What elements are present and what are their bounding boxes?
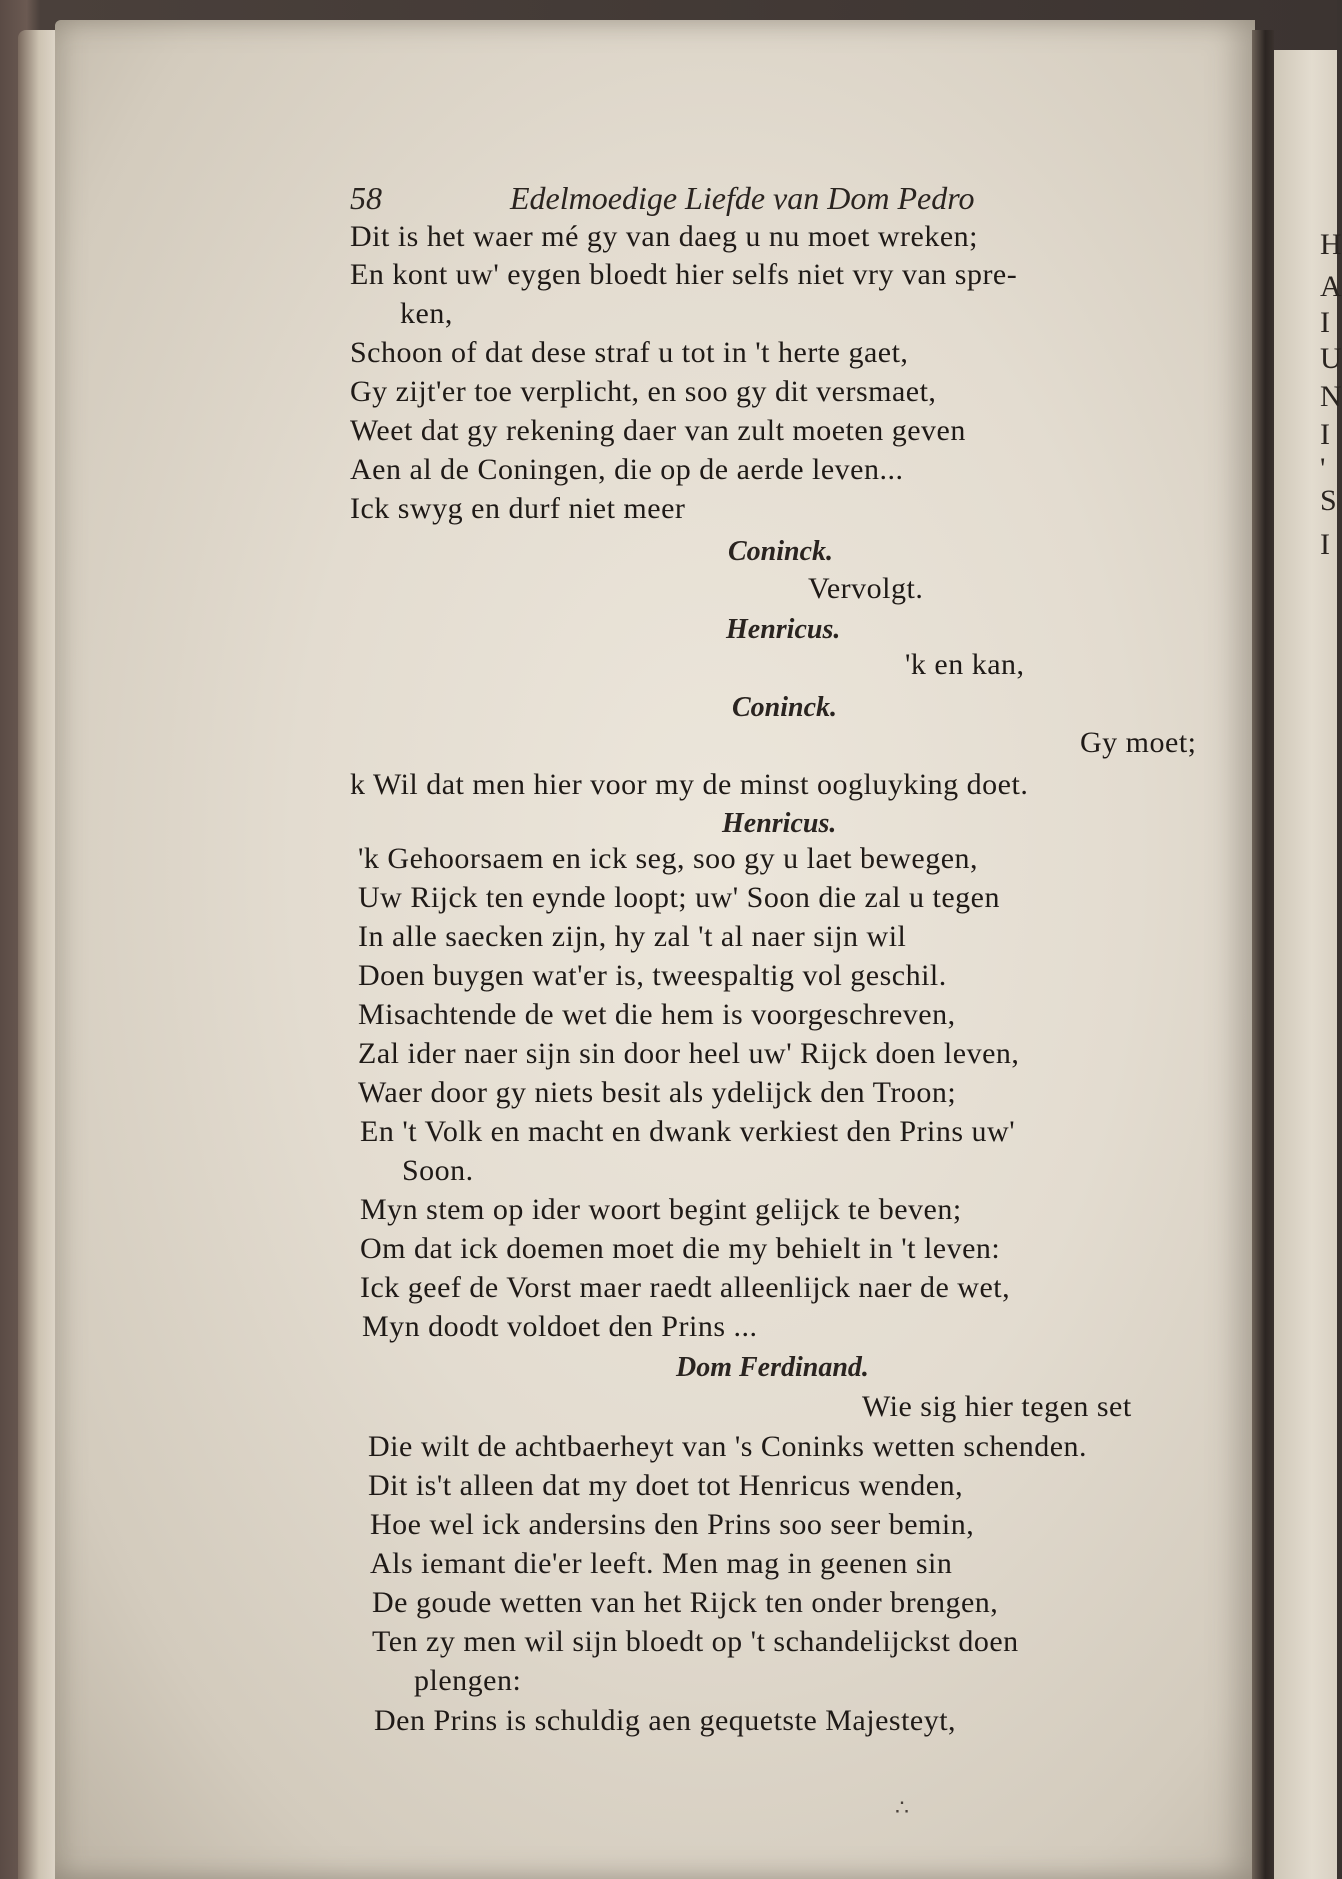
verse-line: Ick swyg en durf niet meer — [350, 492, 686, 525]
facing-page-glyph: N — [1320, 380, 1342, 413]
verse-line: Gy zijt'er toe verplicht, en soo gy dit versmaet, — [350, 375, 937, 408]
verse-line: Soon. — [402, 1154, 474, 1187]
verse-line: Vervolgt. — [808, 572, 924, 605]
facing-page-glyph: A — [1320, 270, 1342, 303]
verse-line: Misachtende de wet die hem is voorgeschreven, — [358, 998, 956, 1031]
signature-ornament: ∴ — [895, 1795, 909, 1820]
speaker-name: Henricus. — [722, 808, 837, 839]
verse-line: Uw Rijck ten eynde loopt; uw' Soon die zal u tegen — [358, 881, 1000, 914]
verse-line: Als iemant die'er leeft. Men mag in geenen sin — [370, 1547, 953, 1580]
facing-page-glyph: I — [1320, 528, 1330, 561]
verse-line: Dit is het waer mé gy van daeg u nu moet wreken; — [350, 220, 978, 253]
verse-line: Weet dat gy rekening daer van zult moeten geven — [350, 414, 966, 447]
facing-page-edge — [1274, 50, 1342, 1879]
verse-line: Dit is't alleen dat my doet tot Henricus wenden, — [368, 1469, 964, 1502]
facing-page-glyph: ' — [1320, 452, 1326, 485]
verse-line: 'k Gehoorsaem en ick seg, soo gy u laet bewegen, — [358, 842, 979, 875]
verse-line: Wie sig hier tegen set — [862, 1390, 1132, 1423]
facing-page-glyph: H — [1320, 228, 1342, 261]
speaker-name: Dom Ferdinand. — [676, 1352, 869, 1383]
facing-page-glyph: U — [1320, 342, 1342, 375]
verse-line: 'k en kan, — [905, 648, 1025, 681]
facing-page-glyph: S — [1320, 484, 1337, 517]
verse-line: Hoe wel ick andersins den Prins soo seer bemin, — [370, 1508, 975, 1541]
verse-line: Aen al de Coningen, die op de aerde leven... — [350, 453, 904, 486]
verse-line: Myn stem op ider woort begint gelijck te beven; — [360, 1193, 962, 1226]
verse-line: Gy moet; — [1080, 726, 1197, 759]
verse-line: Die wilt de achtbaerheyt van 's Coninks wetten schenden. — [368, 1430, 1088, 1463]
verse-line: Ick geef de Vorst maer raedt alleenlijck naer de wet, — [360, 1271, 1011, 1304]
verse-line: De goude wetten van het Rijck ten onder brengen, — [372, 1586, 999, 1619]
verse-line: Zal ider naer sijn sin door heel uw' Rijck doen leven, — [358, 1037, 1020, 1070]
speaker-name: Coninck. — [732, 692, 838, 723]
verse-line: Doen buygen wat'er is, tweespaltig vol geschil. — [358, 959, 947, 992]
verse-line: plengen: — [414, 1664, 522, 1697]
verse-line: Om dat ick doemen moet die my behielt in 't leven: — [360, 1232, 1001, 1265]
page-number: 58 — [350, 180, 382, 216]
verse-line: In alle saecken zijn, hy zal 't al naer sijn wil — [358, 920, 907, 953]
verse-line: ken, — [400, 297, 453, 330]
verse-line: En 't Volk en macht en dwank verkiest den Prins uw' — [360, 1115, 1016, 1148]
facing-page-glyph: I — [1320, 306, 1330, 339]
book-gutter — [1252, 30, 1274, 1879]
verse-line: Ten zy men wil sijn bloedt op 't schandelijckst doen — [372, 1625, 1019, 1658]
verse-line: Myn doodt voldoet den Prins ... — [362, 1310, 758, 1343]
verse-line: Den Prins is schuldig aen gequetste Majesteyt, — [374, 1704, 957, 1737]
facing-page-glyph: I — [1320, 418, 1330, 451]
verse-line: k Wil dat men hier voor my de minst oogluyking doet. — [350, 768, 1029, 801]
running-title: Edelmoedige Liefde van Dom Pedro — [510, 180, 975, 216]
verse-line: Schoon of dat dese straf u tot in 't herte gaet, — [350, 336, 909, 369]
verse-line: En kont uw' eygen bloedt hier selfs niet vry van spre- — [350, 258, 1018, 291]
verse-line: Waer door gy niets besit als ydelijck den Troon; — [358, 1076, 957, 1109]
speaker-name: Henricus. — [726, 614, 841, 645]
speaker-name: Coninck. — [728, 536, 834, 567]
running-head — [350, 180, 1070, 216]
